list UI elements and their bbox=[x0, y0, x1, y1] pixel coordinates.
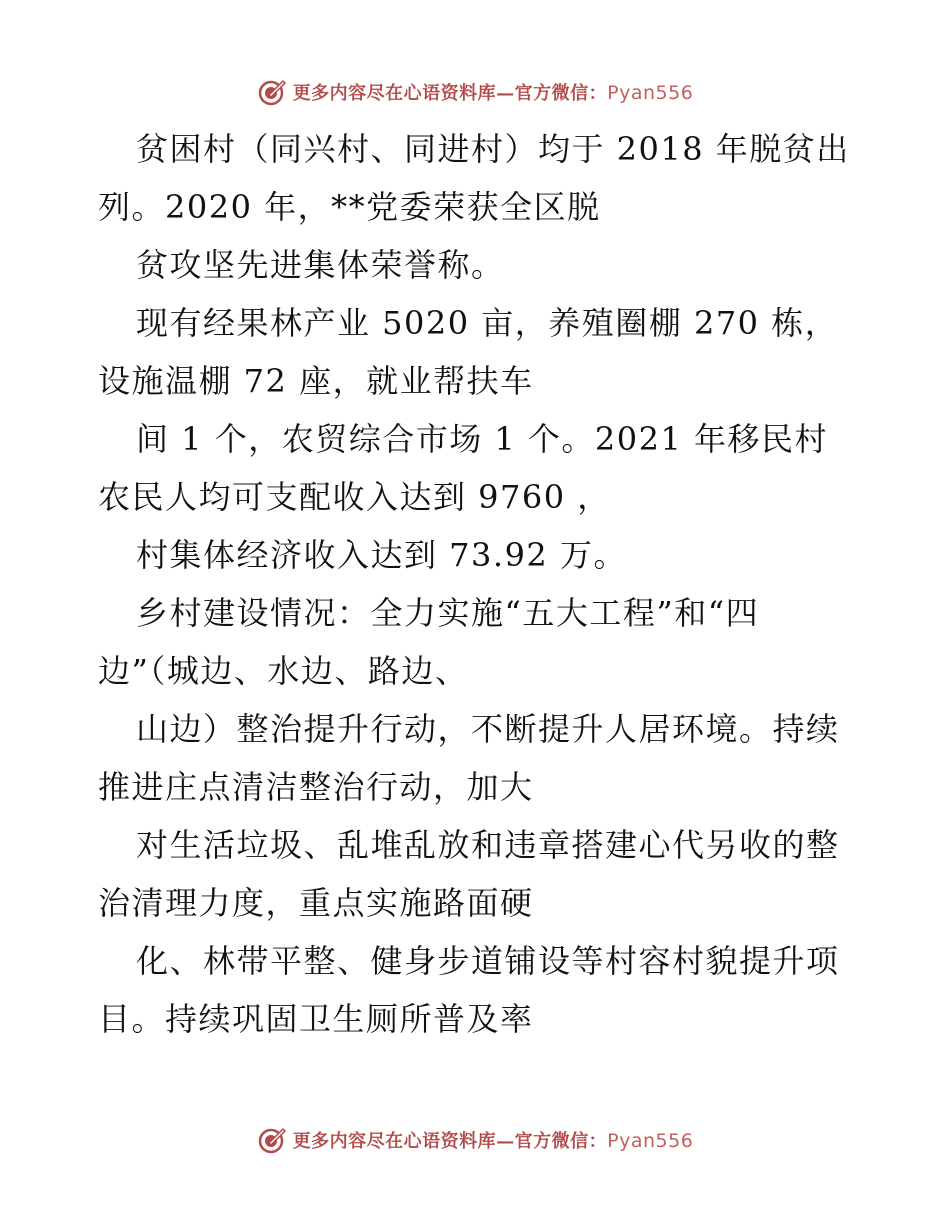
watermark-text: 更多内容尽在心语资料库—官方微信：Pyan556 bbox=[292, 82, 694, 104]
header-watermark bbox=[0, 72, 950, 112]
text-line: 山边）整治提升行动，不断提升人居环境。持续 bbox=[136, 710, 840, 748]
text-line: 对生活垃圾、乱堆乱放和违章搭建心代另收的整 bbox=[136, 826, 840, 864]
text-line: 贫困村（同兴村、同进村）均于 2018 年脱贫出 bbox=[136, 130, 850, 168]
text-line: 设施温棚 72 座，就业帮扶车 bbox=[98, 362, 534, 400]
text-line: 治清理力度，重点实施路面硬 bbox=[98, 884, 534, 922]
highlighted-text: 另收 bbox=[705, 826, 773, 864]
watermark-text: 更多内容尽在心语资料库—官方微信：Pyan556 bbox=[292, 1130, 694, 1152]
text-line: 间 1 个，农贸综合市场 1 个。2021 年移民村 bbox=[136, 420, 829, 458]
text-line: 贫攻坚先进集体荣誉称。 bbox=[136, 246, 505, 284]
text-line: 推进庄点清洁整治行动，加大 bbox=[98, 768, 534, 806]
text-line: 现有经果林产业 5020 亩，养殖圈棚 270 栋， bbox=[136, 304, 839, 342]
text-line: 村集体经济收入达到 73.92 万。 bbox=[136, 536, 627, 574]
text-line: 目。持续巩固卫生厕所普及率 bbox=[98, 1000, 534, 1038]
pen-logo-icon bbox=[257, 1125, 287, 1155]
pen-logo-icon bbox=[257, 77, 287, 107]
text-line: 边”（城边、水边、路边、 bbox=[98, 652, 469, 690]
text-line: 乡村建设情况：全力实施“五大工程”和“四 bbox=[136, 594, 760, 632]
footer-watermark bbox=[0, 1120, 950, 1160]
text-line: 化、林带平整、健身步道铺设等村容村貌提升项 bbox=[136, 942, 840, 980]
document-body bbox=[98, 120, 854, 1048]
text-line: 农民人均可支配收入达到 9760 ， bbox=[98, 478, 611, 516]
text-line: 列。2020 年，**党委荣获全区脱 bbox=[98, 188, 601, 226]
